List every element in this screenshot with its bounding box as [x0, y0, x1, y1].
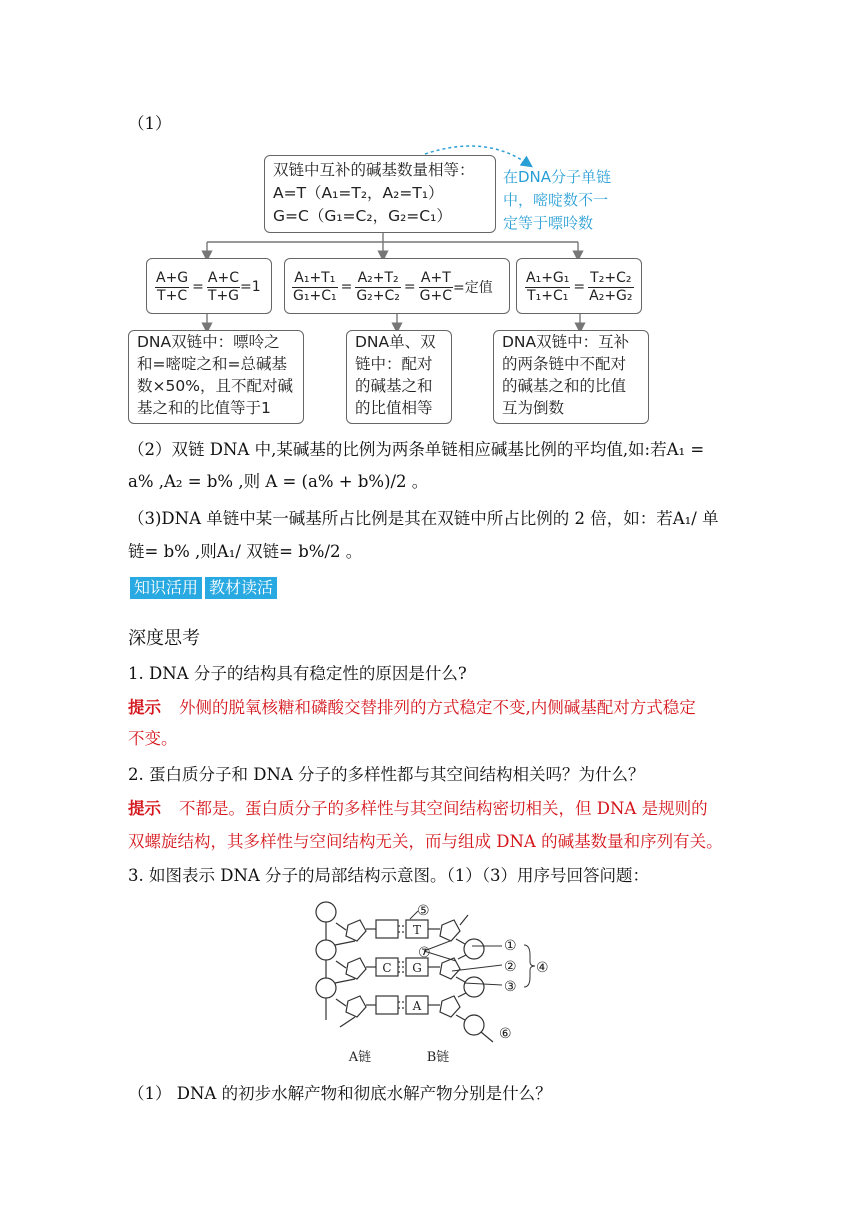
bottom-left-line: DNA双链中：嘌呤之	[137, 333, 280, 351]
phosphate-a2	[316, 940, 336, 960]
base-letter-G: G	[412, 961, 422, 975]
top-box-line3: G=C（G₁=C₂，G₂=C₁）	[273, 207, 452, 225]
side-note-line3: 定等于嘌呤数	[503, 214, 594, 232]
answer-2-line2: 双螺旋结构，其多样性与空间结构无关，而与组成 DNA 的碱基数量和序列有关。	[128, 832, 723, 851]
sugar-b2	[440, 958, 460, 979]
bottom-mid-line: 的碱基之和	[355, 377, 433, 395]
base-letter-A: A	[412, 999, 422, 1013]
question-1: 1. DNA 分子的结构具有稳定性的原因是什么?	[128, 664, 467, 683]
label-5: ⑤	[417, 903, 430, 919]
formula-box-left: $\frac{A+G}{T+C}$ = $\frac{A+C}{T+G}$ =1	[146, 258, 272, 314]
heading-deep-thinking: 深度思考	[128, 628, 200, 649]
formula-box-right: $\frac{\text{A₁+G₁}}{\text{T₁+C₁}}$ = $\frac{\text{T₂+C₂}}{\text{A₂+G₂}}$	[516, 258, 642, 314]
side-note	[503, 166, 611, 235]
sugar-a3	[346, 996, 366, 1017]
bottom-right-line: 的两条链中不配对	[502, 355, 627, 373]
label-6: ⑥	[499, 1026, 512, 1042]
bottom-box-left	[128, 330, 304, 424]
badge-textbook: 教材读活	[205, 577, 277, 599]
base-letter-T: T	[412, 923, 422, 937]
phosphate-b2	[464, 977, 484, 997]
bottom-left-line: 基之和的比值等于1	[137, 399, 271, 417]
label-3: ③	[504, 979, 517, 995]
bottom-mid-line: 链中：配对	[355, 355, 433, 373]
bottom-box-middle	[346, 330, 452, 424]
sugar-b3	[440, 996, 460, 1017]
side-note-line2: 中，嘧啶数不一	[503, 191, 609, 209]
section-badges	[130, 577, 280, 599]
top-box-line1: 双链中互补的碱基数量相等：	[273, 161, 475, 179]
formula-tail: =定值	[453, 280, 493, 296]
para3-line1: （3)DNA 单链中某一碱基所占比例是其在双链中所占比例的 2 倍，如：若A₁/ 单	[128, 509, 719, 528]
formula-box-middle: $\frac{\text{A₁+T₁}}{\text{G₁+C₁}}$ = $\frac{\text{A₂+T₂}}{\text{G₂+C₂}}$ = $\frac{A+T}{G+C}$ =定值	[284, 258, 510, 314]
fraction: $\frac{A+C}{T+G}$	[207, 269, 240, 304]
bottom-mid-line: DNA单、双	[355, 333, 436, 351]
phosphate-a3	[316, 978, 336, 998]
question-3: 3. 如图表示 DNA 分子的局部结构示意图。（1）（3）用序号回答问题：	[128, 866, 650, 885]
label-1: ①	[504, 938, 517, 954]
phosphate-a1	[316, 902, 336, 922]
label-4: ④	[536, 960, 549, 976]
side-note-line1: 在DNA分子单链	[503, 168, 612, 186]
fraction: $\frac{\text{A₂+T₂}}{\text{G₂+C₂}}$	[356, 269, 400, 304]
answer-2-line1: 提示 不都是。蛋白质分子的多样性与其空间结构密切相关，但 DNA 是规则的	[128, 799, 708, 818]
hint-label: 提示	[128, 698, 161, 717]
phosphate-b1	[464, 939, 484, 959]
base-a1	[376, 920, 398, 938]
para2-line1: （2）双链 DNA 中,某碱基的比例为两条单链相应碱基比例的平均值,如:若A₁ =	[128, 440, 705, 459]
bottom-box-right	[493, 330, 649, 424]
fraction: $\frac{A+G}{T+C}$	[156, 269, 189, 304]
chain-a-label: A链	[348, 1050, 372, 1065]
bottom-right-line: 的碱基之和的比值	[502, 377, 627, 395]
para2-line2: a% ,A₂ = b% ,则 A = (a% + b%)/2 。	[128, 472, 429, 491]
label-7: ⑦	[418, 945, 431, 961]
answer-1-line2: 不变。	[128, 729, 178, 748]
para3-line2: 链= b% ,则A₁/ 双链= b%/2 。	[128, 542, 363, 561]
top-concept-box	[264, 155, 496, 233]
sugar-b1	[440, 920, 460, 941]
badge-knowledge: 知识活用	[130, 577, 202, 599]
dna-structure-diagram	[300, 895, 560, 1070]
sugar-a2	[346, 958, 366, 979]
base-letter-C: C	[382, 961, 392, 975]
bottom-right-line: 互为倒数	[502, 399, 565, 417]
answer-1-line1: 提示 外侧的脱氧核糖和磷酸交替排列的方式稳定不变,内侧碱基配对方式稳定	[128, 698, 696, 717]
section-label-1: （1）	[128, 114, 172, 133]
bottom-right-line: DNA双链中：互补	[502, 333, 630, 351]
formula-tail: =1	[240, 279, 261, 295]
label-2: ②	[504, 959, 517, 975]
top-box-line2: A=T（A₁=T₂，A₂=T₁）	[273, 184, 444, 202]
bottom-mid-line: 的比值相等	[355, 399, 433, 417]
bottom-left-line: 和=嘧啶之和=总碱基	[137, 355, 287, 373]
fraction: $\frac{\text{A₁+G₁}}{\text{T₁+C₁}}$	[526, 269, 570, 304]
fraction: $\frac{\text{T₂+C₂}}{\text{A₂+G₂}}$	[589, 269, 633, 304]
bottom-left-line: 数×50%，且不配对碱	[137, 377, 293, 395]
question-3-sub1: （1） DNA 的初步水解产物和彻底水解产物分别是什么？	[128, 1084, 552, 1103]
hint-label: 提示	[128, 799, 161, 818]
question-2: 2. 蛋白质分子和 DNA 分子的多样性都与其空间结构相关吗？为什么？	[128, 765, 645, 784]
chain-b-label: B链	[426, 1050, 450, 1065]
fraction: $\frac{A+T}{G+C}$	[419, 269, 453, 304]
base-a3	[376, 996, 398, 1014]
fraction: $\frac{\text{A₁+T₁}}{\text{G₁+C₁}}$	[293, 269, 337, 304]
sugar-a1	[346, 920, 366, 941]
